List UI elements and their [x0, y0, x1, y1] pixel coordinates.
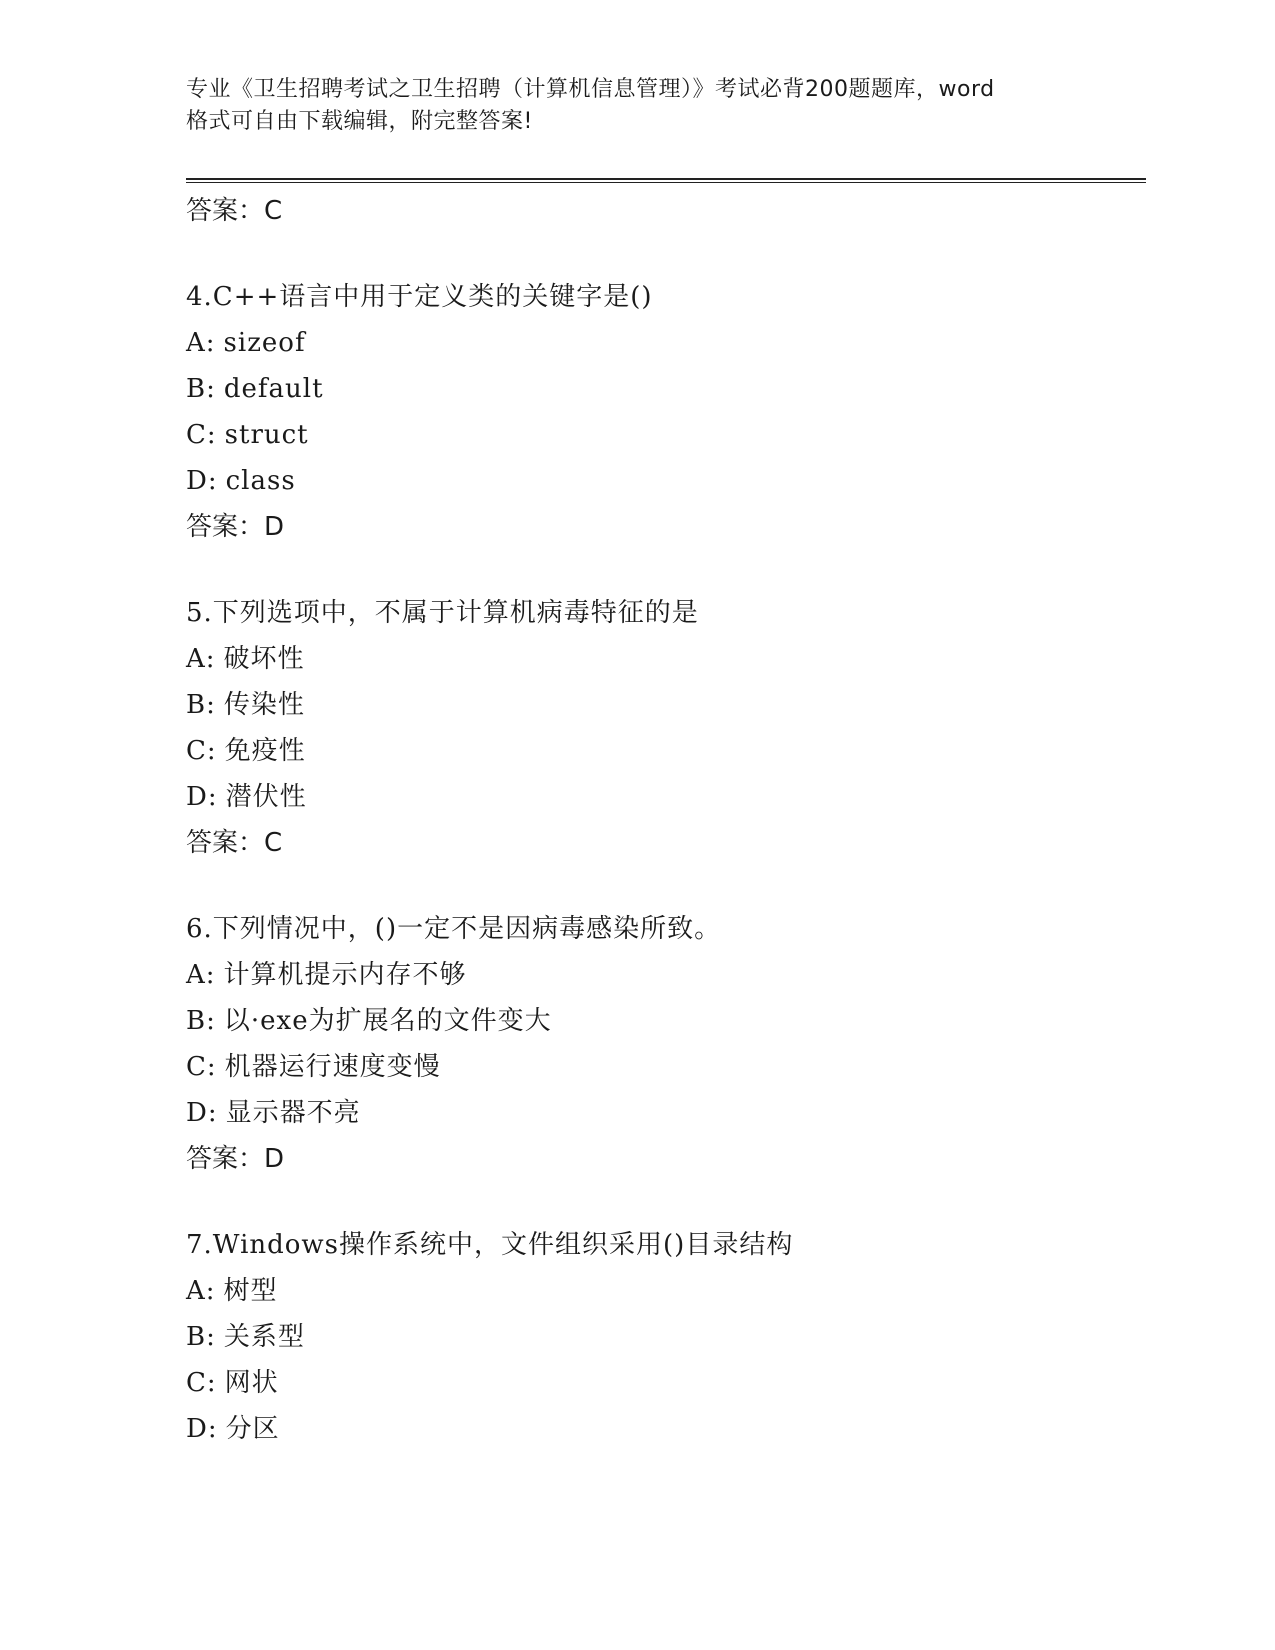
option-text: 免疫性 — [224, 736, 306, 766]
option-a — [186, 952, 1146, 998]
option-d — [186, 458, 1146, 504]
option-text: 潜伏性 — [225, 782, 307, 812]
option-key: B: — [186, 1006, 216, 1036]
question-list — [186, 188, 1146, 1492]
option-text: sizeof — [223, 328, 306, 358]
option-key: D: — [186, 782, 218, 812]
option-key: D: — [186, 1098, 218, 1128]
header-divider — [186, 178, 1146, 183]
option-key: A: — [186, 1276, 216, 1306]
option-b — [186, 682, 1146, 728]
option-text: 关系型 — [223, 1322, 305, 1352]
option-key: B: — [186, 374, 216, 404]
question-stem: 6.下列情况中，()一定不是因病毒感染所致。 — [186, 914, 722, 944]
answer-line: 答案：D — [186, 512, 285, 542]
option-key: C: — [186, 1368, 217, 1398]
option-key: D: — [186, 1414, 218, 1444]
question-item — [186, 590, 1146, 866]
option-b — [186, 1314, 1146, 1360]
option-c — [186, 1360, 1146, 1406]
option-text: 以·exe为扩展名的文件变大 — [223, 1006, 552, 1036]
option-text: 网状 — [224, 1368, 279, 1398]
option-text: class — [225, 466, 296, 496]
answer-line: 答案：D — [186, 1144, 285, 1174]
option-a — [186, 1268, 1146, 1314]
option-key: C: — [186, 736, 217, 766]
answer-line: 答案：C — [186, 196, 283, 226]
option-text: 破坏性 — [223, 644, 305, 674]
option-text: struct — [224, 420, 309, 450]
option-text: 树型 — [223, 1276, 278, 1306]
page-header — [186, 74, 1116, 138]
option-text: 显示器不亮 — [225, 1098, 361, 1128]
option-d — [186, 774, 1146, 820]
header-title-line-2: 格式可自由下载编辑，附完整答案! — [186, 109, 533, 134]
option-text: 计算机提示内存不够 — [223, 960, 467, 990]
option-key: A: — [186, 644, 216, 674]
option-text: 机器运行速度变慢 — [224, 1052, 441, 1082]
option-d — [186, 1090, 1146, 1136]
option-b — [186, 366, 1146, 412]
question-stem: 5.下列选项中，不属于计算机病毒特征的是 — [186, 598, 699, 628]
question-item — [186, 1222, 1146, 1452]
option-text: 传染性 — [223, 690, 305, 720]
option-c — [186, 412, 1146, 458]
option-text: 分区 — [225, 1414, 280, 1444]
option-text: default — [223, 374, 324, 404]
option-a — [186, 320, 1146, 366]
option-c — [186, 728, 1146, 774]
option-key: C: — [186, 1052, 217, 1082]
option-key: D: — [186, 466, 218, 496]
option-a — [186, 636, 1146, 682]
header-title-line-1: 专业《卫生招聘考试之卫生招聘（计算机信息管理）》考试必背200题题库，word — [186, 77, 995, 102]
option-key: B: — [186, 690, 216, 720]
option-key: B: — [186, 1322, 216, 1352]
question-item — [186, 274, 1146, 550]
option-key: A: — [186, 328, 216, 358]
option-d — [186, 1406, 1146, 1452]
answer-line: 答案：C — [186, 828, 283, 858]
question-stem: 7.Windows操作系统中，文件组织采用()目录结构 — [186, 1230, 794, 1260]
question-stem: 4.C++语言中用于定义类的关键字是() — [186, 282, 653, 312]
option-c — [186, 1044, 1146, 1090]
option-b — [186, 998, 1146, 1044]
option-key: A: — [186, 960, 216, 990]
option-key: C: — [186, 420, 217, 450]
question-item — [186, 906, 1146, 1182]
